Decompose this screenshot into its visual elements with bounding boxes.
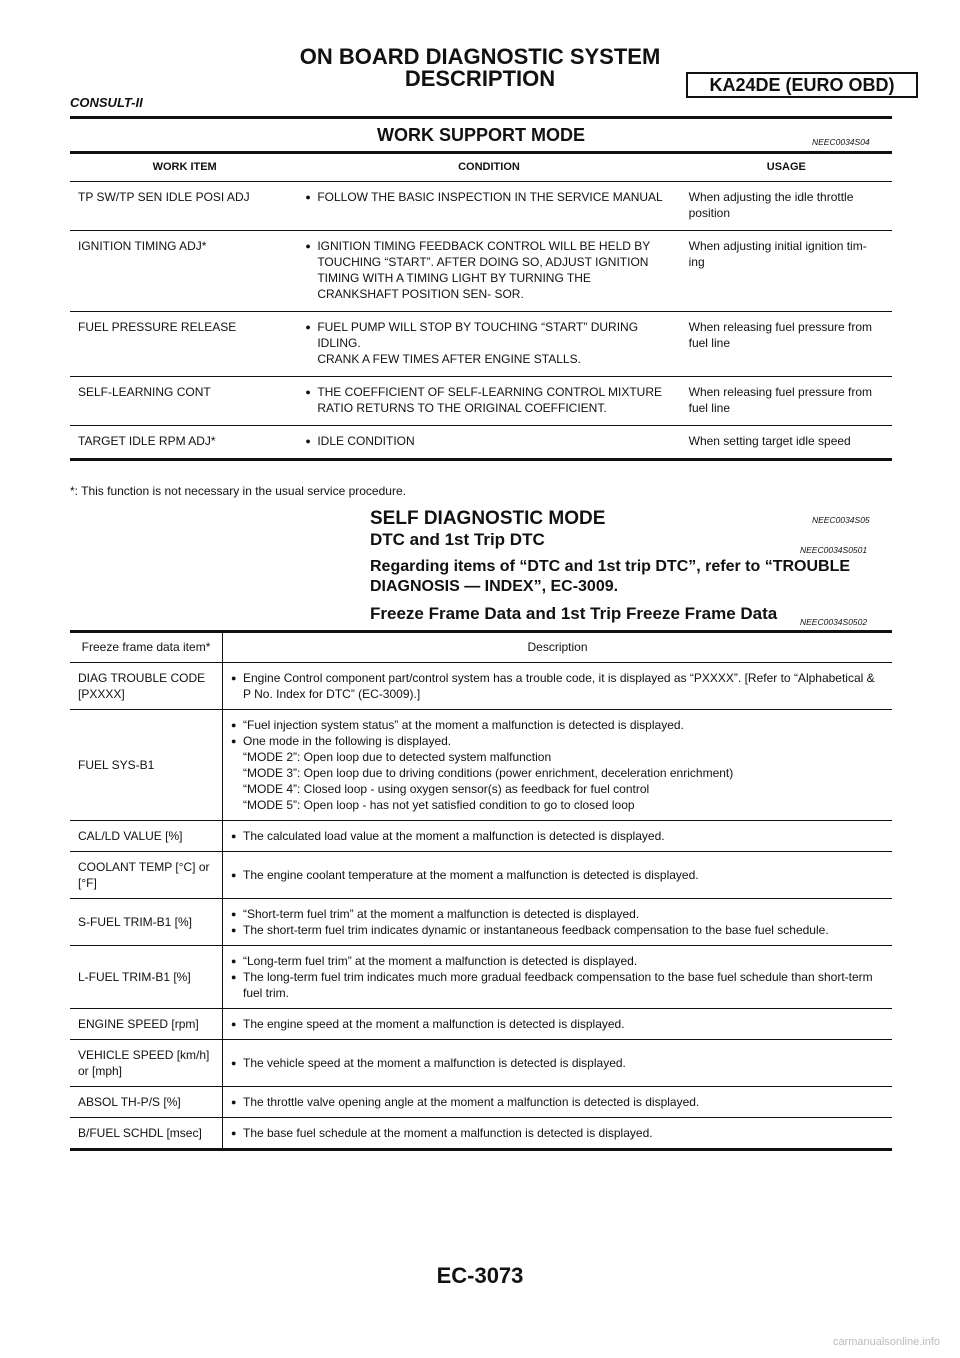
bullet-text: The short-term fuel trim indicates dynamic or instantaneous feedback compensation to the base fuel schedule.: [243, 923, 829, 937]
bullet-item: [231, 922, 884, 938]
freeze-frame-item-cell: FUEL SYS-B1: [70, 710, 223, 821]
bullet-item: [231, 717, 884, 733]
table-row: [70, 426, 892, 460]
engine-badge: KA24DE (EURO OBD): [686, 72, 918, 98]
condition-cell: [299, 182, 680, 231]
condition-cell: [299, 312, 680, 377]
freeze-frame-description-cell: [223, 710, 893, 821]
bullet-text: The base fuel schedule at the moment a malfunction is detected is displayed.: [243, 1126, 653, 1140]
work-item-cell: TP SW/TP SEN IDLE POSI ADJ: [70, 182, 299, 231]
bullet-text: One mode in the following is displayed.: [243, 734, 452, 748]
bullet-item: [231, 969, 884, 1001]
work-support-header-row: [70, 152, 892, 182]
freeze-frame-item-cell: CAL/LD VALUE [%]: [70, 821, 223, 852]
work-support-note: *: This function is not necessary in the usual service procedure.: [70, 484, 406, 498]
freeze-frame-description-cell: [223, 1118, 893, 1150]
mode-line: “MODE 3”: Open loop due to driving conditions (power enrichment, deceleration enrichment): [243, 766, 734, 780]
header-divider: [70, 116, 892, 119]
header-title-line1: ON BOARD DIAGNOSTIC SYSTEM: [299, 44, 661, 69]
freeze-frame-description-cell: [223, 1009, 893, 1040]
table-row: [70, 231, 892, 312]
table-row: [70, 1009, 892, 1040]
freeze-frame-description-cell: [223, 821, 893, 852]
watermark: carmanualsonline.info: [832, 1336, 940, 1348]
bullet-text: “Short-term fuel trim” at the moment a malfunction is detected is displayed.: [243, 907, 640, 921]
bullet-item: [231, 828, 884, 844]
bullet-icon: ●: [231, 956, 237, 966]
table-row: [70, 663, 892, 710]
bullet-icon: ●: [231, 736, 237, 746]
freeze-frame-description-cell: [223, 1040, 893, 1087]
bullet-item: [231, 906, 884, 922]
bullet-text: The vehicle speed at the moment a malfunction is detected is displayed.: [243, 1056, 626, 1070]
freeze-frame-item-cell: B/FUEL SCHDL [msec]: [70, 1118, 223, 1150]
bullet-text: Engine Control component part/control system has a trouble code, it is displayed as “PXXXX”. [Refer to “Alphabetical & P No. Index for DTC” (EC-3009).]: [243, 671, 875, 701]
bullet-text: THE COEFFICIENT OF SELF-LEARNING CONTROL MIXTURE RATIO RETURNS TO THE ORIGINAL COEFFICIENT.: [317, 385, 663, 415]
bullet-item: [231, 953, 884, 969]
table-row: [70, 377, 892, 426]
dtc-reference-text: Regarding items of “DTC and 1st trip DTC”, refer to “TROUBLE DIAGNOSIS — INDEX”, EC-3009.: [370, 558, 851, 595]
work-item-cell: SELF-LEARNING CONT: [70, 377, 299, 426]
bullet-item: [305, 238, 672, 302]
bullet-text: IGNITION TIMING FEEDBACK CONTROL WILL BE HELD BY TOUCHING “START”. AFTER DOING SO, ADJUST IGNITION TIMING WITH A TIMING LIGHT BY TURNING THE CRANKSHAFT POSITION SEN- SOR.: [317, 239, 651, 301]
table-row: [70, 312, 892, 377]
bullet-text: IDLE CONDITION: [317, 434, 415, 448]
work-support-ref: NEEC0034S04: [812, 137, 870, 147]
work-support-table: [70, 152, 892, 461]
mode-line: “MODE 2”: Open loop due to detected system malfunction: [243, 750, 552, 764]
usage-cell: When releasing fuel pressure from fuel line: [681, 377, 892, 426]
table-row: [70, 821, 892, 852]
freeze-frame-description-cell: [223, 663, 893, 710]
bullet-item: [305, 384, 672, 416]
col-header-work-item: WORK ITEM: [70, 152, 299, 182]
bullet-item: [231, 1125, 884, 1141]
bullet-text: The engine coolant temperature at the moment a malfunction is detected is displayed.: [243, 868, 699, 882]
condition-cell: [299, 377, 680, 426]
bullet-icon: ●: [231, 831, 237, 841]
bullet-icon: ●: [305, 241, 311, 251]
freeze-frame-description-cell: [223, 899, 893, 946]
bullet-item: [305, 189, 672, 205]
usage-cell: When adjusting the idle throttle position: [681, 182, 892, 231]
bullet-icon: ●: [231, 1128, 237, 1138]
bullet-icon: ●: [305, 192, 311, 202]
mode-line: “MODE 4”: Closed loop - using oxygen sensor(s) as feedback for fuel control: [243, 782, 650, 796]
table-row: [70, 710, 892, 821]
bullet-item: [305, 319, 672, 351]
usage-cell: When releasing fuel pressure from fuel line: [681, 312, 892, 377]
bullet-text: FUEL PUMP WILL STOP BY TOUCHING “START” DURING IDLING.: [317, 320, 639, 350]
condition-cell: [299, 231, 680, 312]
bullet-icon: ●: [231, 720, 237, 730]
table-row: [70, 1118, 892, 1150]
condition-continuation: CRANK A FEW TIMES AFTER ENGINE STALLS.: [317, 352, 581, 366]
freeze-frame-description-cell: [223, 946, 893, 1009]
col-header-condition: CONDITION: [299, 152, 680, 182]
bullet-text: The calculated load value at the moment a malfunction is detected is displayed.: [243, 829, 665, 843]
bullet-icon: ●: [305, 387, 311, 397]
usage-cell: When setting target idle speed: [681, 426, 892, 460]
bullet-icon: ●: [231, 673, 237, 683]
bullet-item: [305, 433, 672, 449]
header-title-line2: DESCRIPTION: [404, 66, 556, 91]
mode-line: “MODE 5”: Open loop - has not yet satisfied condition to go to closed loop: [243, 798, 635, 812]
bullet-icon: ●: [231, 870, 237, 880]
bullet-item: [231, 867, 884, 883]
freeze-frame-table: [70, 632, 892, 1151]
freeze-frame-description-cell: [223, 1087, 893, 1118]
bullet-icon: ●: [231, 1058, 237, 1068]
table-row: [70, 1087, 892, 1118]
work-item-cell: FUEL PRESSURE RELEASE: [70, 312, 299, 377]
freeze-frame-item-cell: COOLANT TEMP [°C] or [°F]: [70, 852, 223, 899]
work-item-cell: IGNITION TIMING ADJ*: [70, 231, 299, 312]
bullet-icon: ●: [305, 322, 311, 332]
bullet-text: FOLLOW THE BASIC INSPECTION IN THE SERVICE MANUAL: [317, 190, 663, 204]
header-subtitle: CONSULT-II: [70, 95, 143, 110]
work-support-title-text: WORK SUPPORT MODE: [376, 125, 585, 145]
table-row: [70, 852, 892, 899]
col-header-usage: USAGE: [681, 152, 892, 182]
freeze-frame-header-row: [70, 632, 892, 663]
dtc-title: DTC and 1st Trip DTC: [370, 530, 545, 549]
freeze-frame-description-cell: [223, 852, 893, 899]
table-row: [70, 946, 892, 1009]
table-row: [70, 182, 892, 231]
bullet-item: [231, 1055, 884, 1071]
freeze-frame-item-cell: DIAG TROUBLE CODE [PXXXX]: [70, 663, 223, 710]
dtc-ref: NEEC0034S0501: [800, 545, 868, 555]
condition-cell: [299, 426, 680, 460]
self-diag-ref: NEEC0034S05: [812, 515, 870, 525]
bullet-text: The long-term fuel trim indicates much more gradual feedback compensation to the base fuel schedule than short-term fuel trim.: [243, 970, 873, 1000]
freeze-frame-title: Freeze Frame Data and 1st Trip Freeze Frame Data: [370, 604, 778, 623]
freeze-frame-item-cell: ENGINE SPEED [rpm]: [70, 1009, 223, 1040]
bullet-icon: ●: [231, 909, 237, 919]
freeze-frame-item-cell: VEHICLE SPEED [km/h] or [mph]: [70, 1040, 223, 1087]
work-item-cell: TARGET IDLE RPM ADJ*: [70, 426, 299, 460]
freeze-frame-item-cell: L-FUEL TRIM-B1 [%]: [70, 946, 223, 1009]
self-diag-title: SELF DIAGNOSTIC MODE: [370, 508, 606, 529]
bullet-item: [231, 670, 884, 702]
usage-cell: When adjusting initial ignition tim- ing: [681, 231, 892, 312]
freeze-frame-ref: NEEC0034S0502: [800, 617, 868, 627]
table-row: [70, 899, 892, 946]
bullet-icon: ●: [231, 925, 237, 935]
page-number: EC-3073: [436, 1263, 524, 1288]
bullet-text: “Long-term fuel trim” at the moment a malfunction is detected is displayed.: [243, 954, 638, 968]
bullet-icon: ●: [231, 972, 237, 982]
bullet-text: “Fuel injection system status” at the moment a malfunction is detected is displayed.: [243, 718, 684, 732]
bullet-item: [231, 733, 884, 749]
work-support-title: [70, 125, 892, 146]
bullet-text: The engine speed at the moment a malfunction is detected is displayed.: [243, 1017, 625, 1031]
bullet-icon: ●: [305, 436, 311, 446]
bullet-text: The throttle valve opening angle at the moment a malfunction is detected is displayed.: [243, 1095, 700, 1109]
bullet-icon: ●: [231, 1097, 237, 1107]
table-row: [70, 1040, 892, 1087]
col-header-description: Description: [223, 632, 893, 663]
col-header-ff-item: Freeze frame data item*: [70, 632, 223, 663]
freeze-frame-item-cell: ABSOL TH-P/S [%]: [70, 1087, 223, 1118]
bullet-item: [231, 1016, 884, 1032]
bullet-item: [231, 1094, 884, 1110]
bullet-icon: ●: [231, 1019, 237, 1029]
freeze-frame-item-cell: S-FUEL TRIM-B1 [%]: [70, 899, 223, 946]
